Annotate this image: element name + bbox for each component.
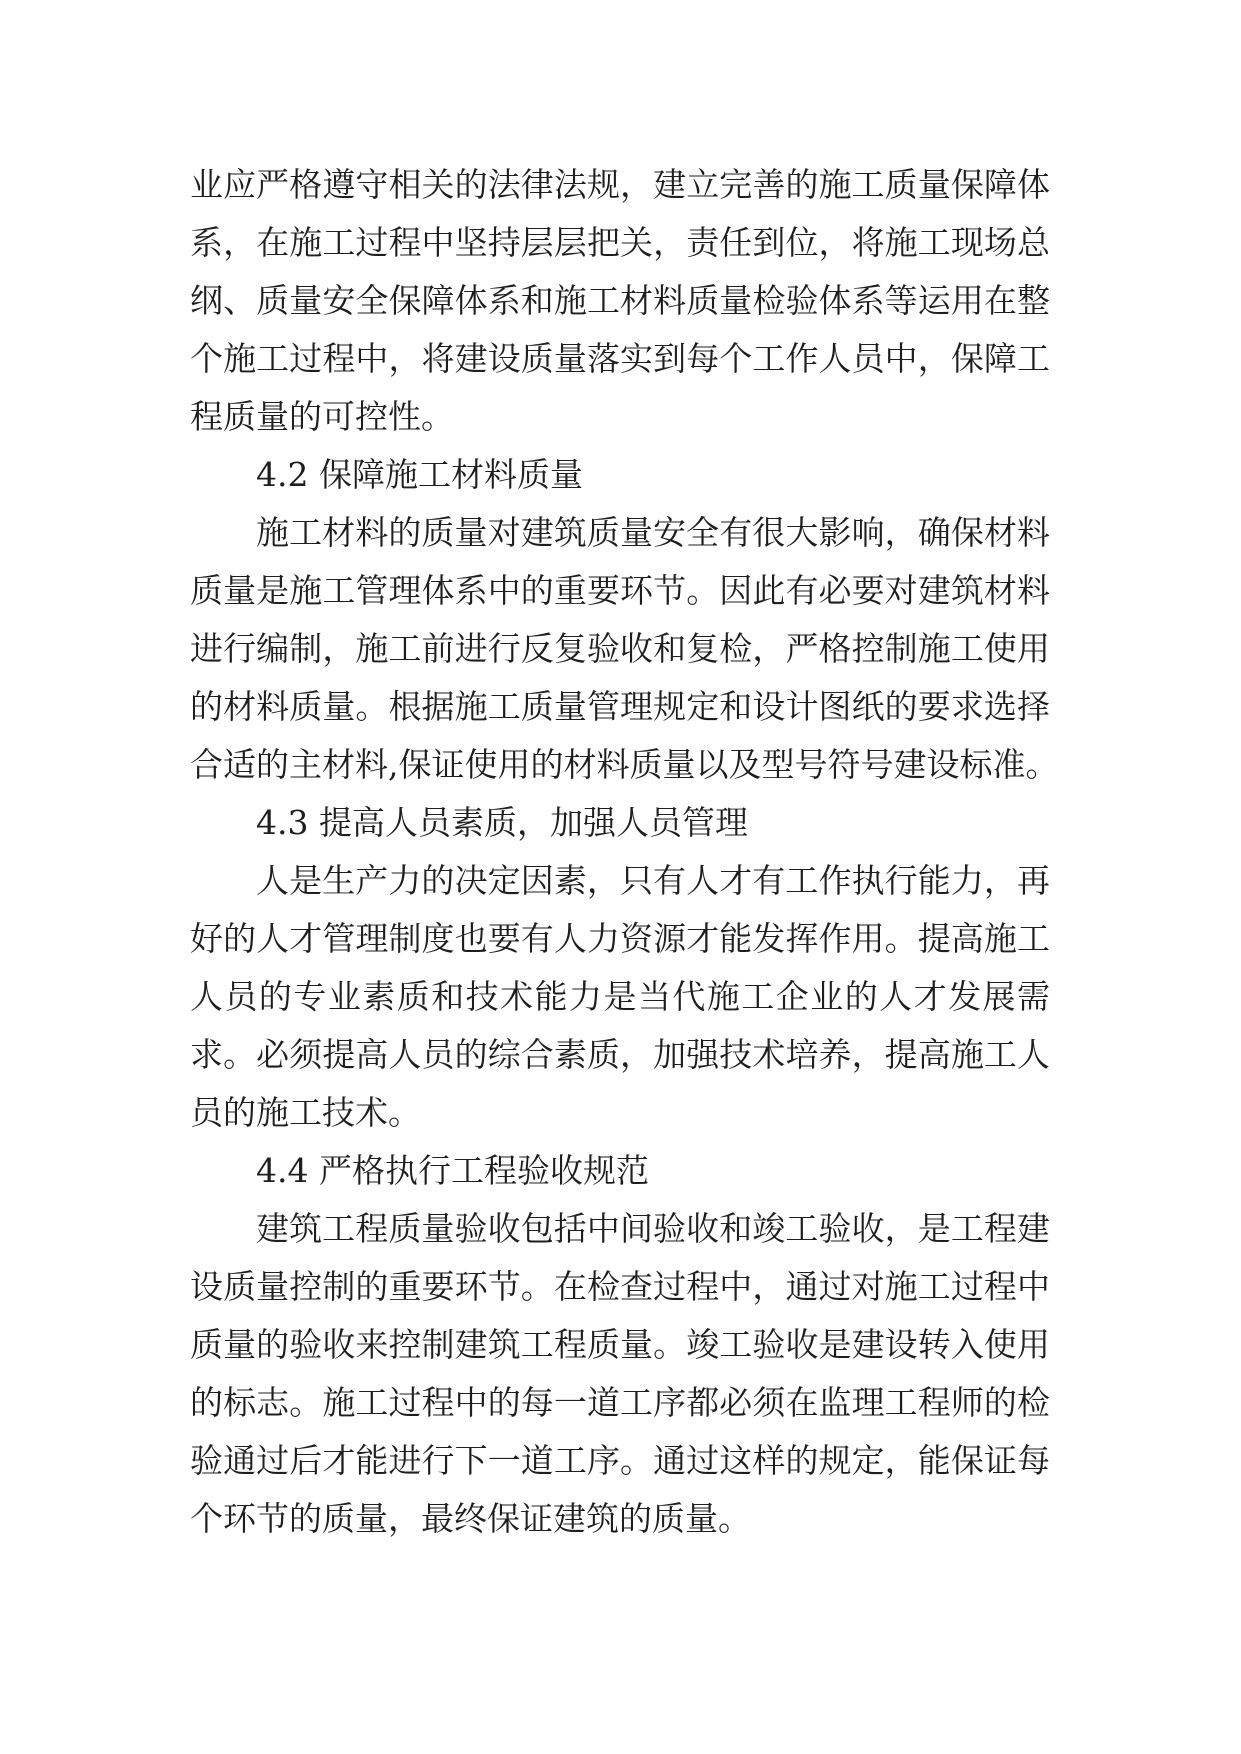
paragraph-4-line-2: 设质量控制的重要环节。在检查过程中，通过对施工过程中 [190,1267,1050,1306]
paragraph-2-line-1: 施工材料的质量对建筑质量安全有很大影响，确保材料 [256,513,1050,552]
section-heading-4-2: 4.2 保障施工材料质量 [256,455,583,494]
paragraph-4-line-1: 建筑工程质量验收包括中间验收和竣工验收，是工程建 [256,1209,1050,1248]
paragraph-1-line-4: 个施工过程中，将建设质量落实到每个工作人员中，保障工 [190,339,1050,378]
paragraph-2-line-3: 进行编制，施工前进行反复验收和复检，严格控制施工使用 [190,629,1050,668]
paragraph-1-line-3: 纲、质量安全保障体系和施工材料质量检验体系等运用在整 [190,281,1050,320]
paragraph-4-line-6: 个环节的质量，最终保证建筑的质量。 [190,1499,751,1538]
paragraph-1-line-1: 业应严格遵守相关的法律法规，建立完善的施工质量保障体 [190,165,1050,204]
paragraph-1-line-5: 程质量的可控性。 [190,397,454,436]
paragraph-2-line-4: 的材料质量。根据施工质量管理规定和设计图纸的要求选择 [190,687,1050,726]
paragraph-2-line-2: 质量是施工管理体系中的重要环节。因此有必要对建筑材料 [190,571,1050,610]
section-heading-4-3: 4.3 提高人员素质，加强人员管理 [256,803,748,842]
paragraph-3-line-3: 人员的专业素质和技术能力是当代施工企业的人才发展需 [190,977,1050,1016]
paragraph-3-line-2: 好的人才管理制度也要有人力资源才能发挥作用。提高施工 [190,919,1050,958]
paragraph-3-line-4: 求。必须提高人员的综合素质，加强技术培养，提高施工人 [190,1035,1050,1074]
paragraph-1-line-2: 系，在施工过程中坚持层层把关，责任到位，将施工现场总 [190,223,1050,262]
paragraph-3-line-5: 员的施工技术。 [190,1093,421,1132]
paragraph-3-line-1: 人是生产力的决定因素，只有人才有工作执行能力，再 [256,861,1050,900]
section-heading-4-4: 4.4 严格执行工程验收规范 [256,1151,649,1190]
paragraph-4-line-5: 验通过后才能进行下一道工序。通过这样的规定，能保证每 [190,1441,1050,1480]
paragraph-4-line-3: 质量的验收来控制建筑工程质量。竣工验收是建设转入使用 [190,1325,1050,1364]
paragraph-2-line-5: 合适的主材料,保证使用的材料质量以及型号符号建设标准。 [190,745,1059,784]
paragraph-4-line-4: 的标志。施工过程中的每一道工序都必须在监理工程师的检 [190,1383,1050,1422]
